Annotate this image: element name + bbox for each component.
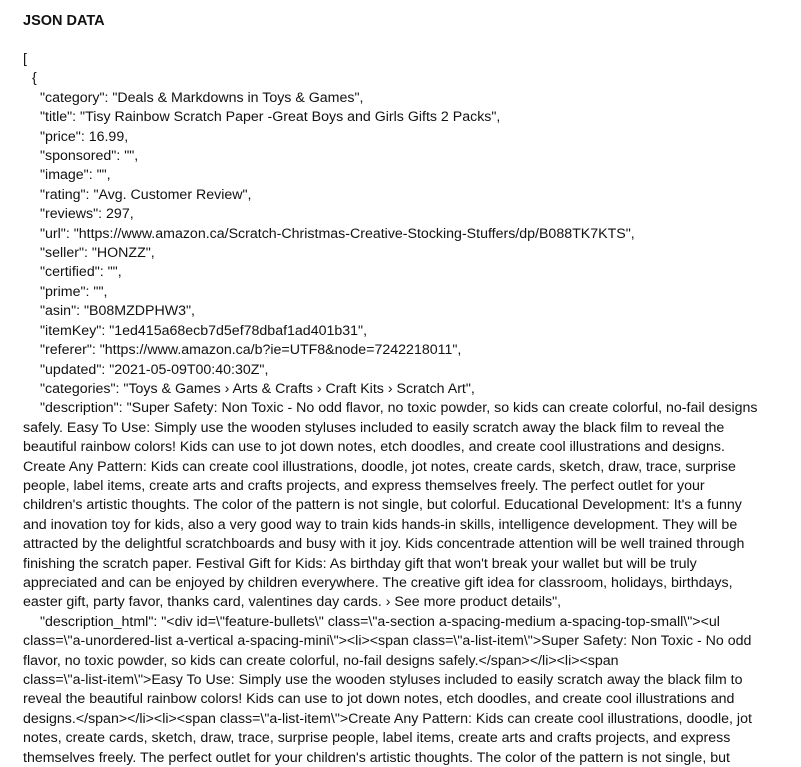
json-open-bracket: [ [23,51,27,67]
field-updated: "updated": "2021-05-09T00:40:30Z", [40,361,269,378]
field-sponsored: "sponsored": "", [40,148,139,165]
field-description-html-line: "description_html": "<div id=\"feature-bullets\" class=\"a-section a-spacing-medium a-spacing-top-small\"><ul [40,613,720,630]
section-heading: JSON DATA [23,13,105,29]
field-description-line: beautiful rainbow colors! Kids can use to jot down notes, etch doodles, and create cool illustrations and designs. [23,439,725,456]
json-open-brace: { [32,70,37,87]
field-category: "category": "Deals & Markdowns in Toys & Games", [40,89,364,106]
field-prime: "prime": "", [40,283,108,300]
field-rating: "rating": "Avg. Customer Review", [40,186,252,203]
field-description-line: finishing the scratch paper. Festival Gift for Kids: As birthday gift that won't break your wallet but will be truly [23,555,697,572]
field-description-html-line: flavor, no toxic powder, so kids can create colorful, no-fail designs safely.</span></li><li><span [23,652,619,669]
field-categories: "categories": "Toys & Games › Arts & Crafts › Craft Kits › Scratch Art", [40,380,475,397]
field-description-line: people, label items, create arts and crafts projects, and express themselves freely. The perfect outlet for your [23,477,705,494]
field-description-line: easter gift, party favor, thanks card, valentines day cards. › See more product details", [23,594,562,611]
field-description-line: and inovation toy for kids, also a very good way to train kids hands-in skills, intelligence development. They will be [23,516,738,533]
field-seller: "seller": "HONZZ", [40,245,155,262]
field-asin: "asin": "B08MZDPHW3", [40,303,195,320]
field-reviews: "reviews": 297, [40,206,134,223]
field-itemkey: "itemKey": "1ed415a68ecb7d5ef78dbaf1ad401b31", [40,322,368,339]
field-description-line: "description": "Super Safety: Non Toxic - No odd flavor, no toxic powder, so kids can create colorful, no-fail designs [40,400,758,417]
field-description-line: children's artistic thoughts. The color of the pattern is not single, but colorful. Educational Development: It's a funny [23,497,742,514]
field-description-html-line: designs.</span></li><li><span class=\"a-list-item\">Create Any Pattern: Kids can create cool illustrations, doodle, jot [23,710,752,727]
field-description-line: appreciated and can be enjoyed by children everywhere. The creative gift idea for classroom, holidays, birthdays, [23,574,733,591]
field-url: "url": "https://www.amazon.ca/Scratch-Christmas-Creative-Stocking-Stuffers/dp/B088TK7KTS", [40,225,635,242]
field-title: "title": "Tisy Rainbow Scratch Paper -Great Boys and Girls Gifts 2 Packs", [40,109,501,126]
field-referer: "referer": "https://www.amazon.ca/b?ie=UTF8&node=7242218011", [40,342,462,359]
field-description-html-line: class=\"a-unordered-list a-vertical a-spacing-mini\"><li><span class=\"a-list-item\">Super Safety: Non Toxic - No odd [23,633,752,650]
field-description-html-line: class=\"a-list-item\">Easy To Use: Simply use the wooden styluses included to easily scratch away the black film to [23,672,743,688]
field-image: "image": "", [40,167,111,184]
field-description-html-line: notes, create cards, sketch, draw, trace, surprise people, label items, create arts and crafts projects, and express [23,730,731,747]
field-description-line: Create Any Pattern: Kids can create cool illustrations, doodle, jot notes, create cards, sketch, draw, trace, surprise [23,458,736,475]
field-description-line: safely. Easy To Use: Simply use the wooden styluses included to easily scratch away the black film to reveal the [23,419,725,436]
field-description-line: attracted by the delightful scratchboards and busy with it joy. Kids concentrade attention will be well trained through [23,536,745,553]
field-price: "price": 16.99, [40,128,129,145]
json-document [23,50,785,767]
field-description-html-line: themselves freely. The perfect outlet for your children's artistic thoughts. The color of the pattern is not single, but [23,749,730,766]
field-description-html-line: reveal the beautiful rainbow colors! Kids can use to jot down notes, etch doodles, and create cool illustrations and [23,691,735,708]
field-certified: "certified": "", [40,264,122,281]
